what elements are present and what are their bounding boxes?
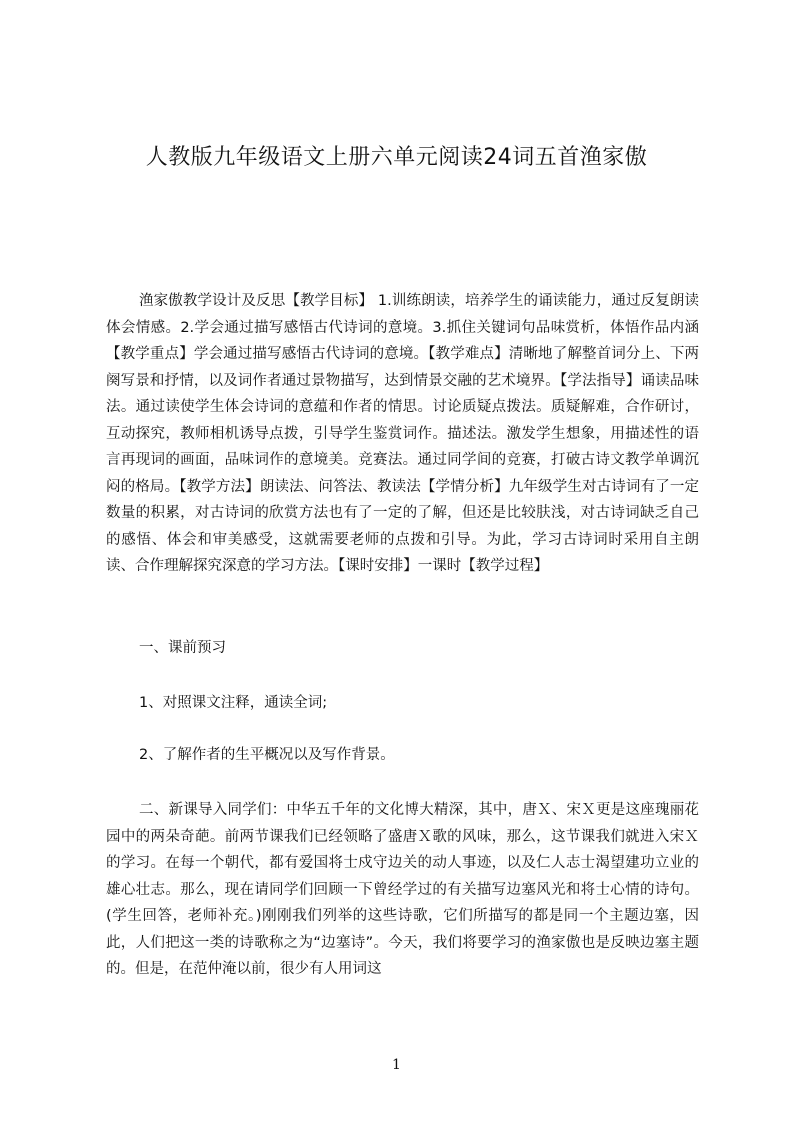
paragraph-preview-heading: 一、课前预习 (139, 640, 226, 656)
paragraph-teaching-design: 渔家傲教学设计及反思【教学目标】 1.训练朗读，培养学生的诵读能力，通过反复朗读体会情感。2.学会通过描写感悟古代诗词的意境。3.抓住关键词句品味赏析，体悟作品内涵【教学重点】学会通过描写感悟古代诗词的意境。【教学难点】清晰地了解整首词分上、下两阕写景和抒情，以及词作者通过景物描写，达到情景交融的艺术境界。【学法指导】诵读品味法。通过读使学生体会诗词的意蕴和作者的情思。讨论质疑点拨法。质疑解难，合作研讨，互动探究，教师相机诱导点拨，引导学生鉴赏词作。描述法。激发学生想象，用描述性的语言再现词的画面，品味词作的意境美。竞赛法。通过同学间的竞赛，打破古诗文教学单调沉闷的格局。【教学方法】朗读法、问答法、教读法【学情分析】九年级学生对古诗词有了一定数量的积累，对古诗词的欣赏方法也有了一定的了解，但还是比较肤浅，对古诗词缺乏自己的感悟、体会和审美感受，这就需要老师的点拨和引导。为此，学习古诗词时采用自主朗读、合作理解探究深意的学习方法。【课时安排】一课时【教学过程】 (106, 293, 699, 574)
paragraph-preview-item-2: 2、了解作者的生平概况以及写作背景。 (139, 747, 395, 763)
page-number: 1 (392, 1057, 401, 1073)
paragraph-preview-item-1: 1、对照课文注释，通读全词; (139, 695, 328, 711)
paragraph-new-lesson-intro: 二、新课导入同学们：中华五千年的文化博大精深，其中，唐Ｘ、宋Ｘ更是这座瑰丽花园中的两朵奇葩。前两节课我们已经领略了盛唐Ｘ歌的风味，那么，这节课我们就进入宋Ｘ的学习。在每一个朝代，都有爱国将士戍守边关的动人事迹，以及仁人志士渴望建功立业的雄心壮志。那么，现在请同学们回顾一下曾经学过的有关描写边塞风光和将士心情的诗句。(学生回答，老师补充。)刚刚我们列举的这些诗歌，它们所描写的都是同一个主题边塞，因此，人们把这一类的诗歌称之为“边塞诗”。今天，我们将要学习的渔家傲也是反映边塞主题的。但是，在范仲淹以前，很少有人用词这 (106, 802, 699, 977)
document-title: 人教版九年级语文上册六单元阅读24词五首渔家傲 (145, 145, 648, 170)
